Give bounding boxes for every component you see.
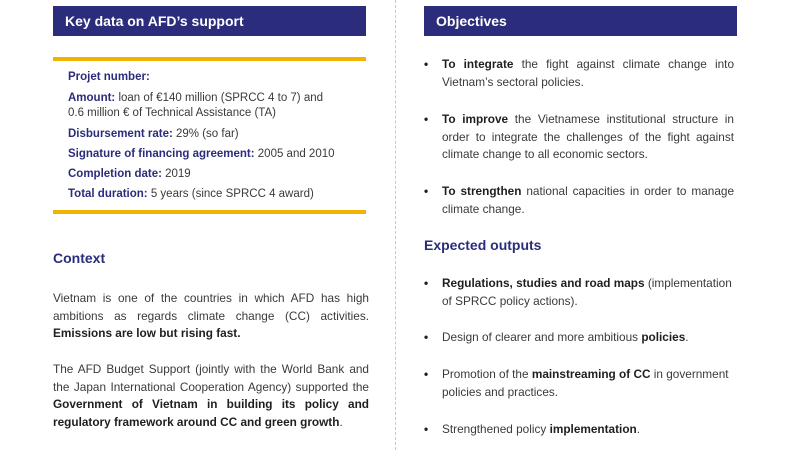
duration-label: Total duration: — [68, 188, 148, 200]
bullet-icon: • — [424, 57, 429, 71]
objectives-header: Objectives — [424, 6, 737, 36]
context-paragraph-2: The AFD Budget Support (jointly with the World Bank and the Japan International Cooperation Agency) supported the Government of Vietnam in building its policy and regulatory framework around CC and green growth. — [53, 362, 369, 429]
key-data-header: Key data on AFD’s support — [53, 6, 366, 36]
disbursement-label: Disbursement rate: — [68, 128, 173, 140]
bullet-icon: • — [424, 330, 429, 344]
bullet-icon: • — [424, 367, 429, 381]
amount-value-line1: loan of €140 million (SPRCC 4 to 7) and — [115, 92, 324, 104]
context-title: Context — [53, 250, 106, 266]
signature-row — [68, 147, 335, 162]
bullet-icon: • — [424, 422, 429, 436]
output-item: • Promotion of the mainstreaming of CC in government policies and practices. — [424, 367, 729, 399]
completion-label: Completion date: — [68, 168, 162, 180]
objective-item: • To improve the Vietnamese institutional structure in order to integrate the challenges of the fight against climate change to all economic sectors. — [424, 112, 734, 162]
amount-label: Amount: — [68, 92, 116, 104]
context-paragraph-1: Vietnam is one of the countries in which AFD has high ambitions as regards climate change (CC) activities. Emissions are low but rising fast. — [53, 291, 369, 341]
bullet-icon: • — [424, 276, 429, 290]
completion-value: 2019 — [161, 168, 191, 180]
duration-row — [68, 187, 314, 202]
objective-item: • To strengthen national capacities in order to manage climate change. — [424, 184, 734, 216]
column-divider — [395, 0, 396, 450]
objective-item: • To integrate the fight against climate change into Vietnam’s sectoral policies. — [424, 57, 734, 89]
amount-row-cont — [68, 106, 276, 121]
signature-label: Signature of financing agreement: — [68, 148, 255, 160]
bullet-icon: • — [424, 112, 429, 126]
project-number-row — [68, 70, 150, 85]
project-number-label: Projet number: — [68, 71, 150, 83]
duration-value: 5 years (since SPRCC 4 award) — [147, 188, 314, 200]
bullet-icon: • — [424, 184, 429, 198]
expected-outputs-title: Expected outputs — [424, 237, 542, 253]
key-data-top-rule — [53, 57, 366, 61]
output-item: • Strengthened policy implementation. — [424, 421, 734, 439]
disbursement-value: 29% (so far) — [172, 128, 239, 140]
amount-value-line2: 0.6 million € of Technical Assistance (TA) — [68, 107, 276, 119]
disbursement-row — [68, 127, 239, 142]
key-data-bottom-rule — [53, 210, 366, 214]
completion-row — [68, 167, 191, 182]
output-item: • Regulations, studies and road maps (implementation of SPRCC policy actions). — [424, 276, 732, 308]
signature-value: 2005 and 2010 — [254, 148, 335, 160]
output-item: • Design of clearer and more ambitious policies. — [424, 329, 734, 347]
amount-row — [68, 91, 323, 106]
